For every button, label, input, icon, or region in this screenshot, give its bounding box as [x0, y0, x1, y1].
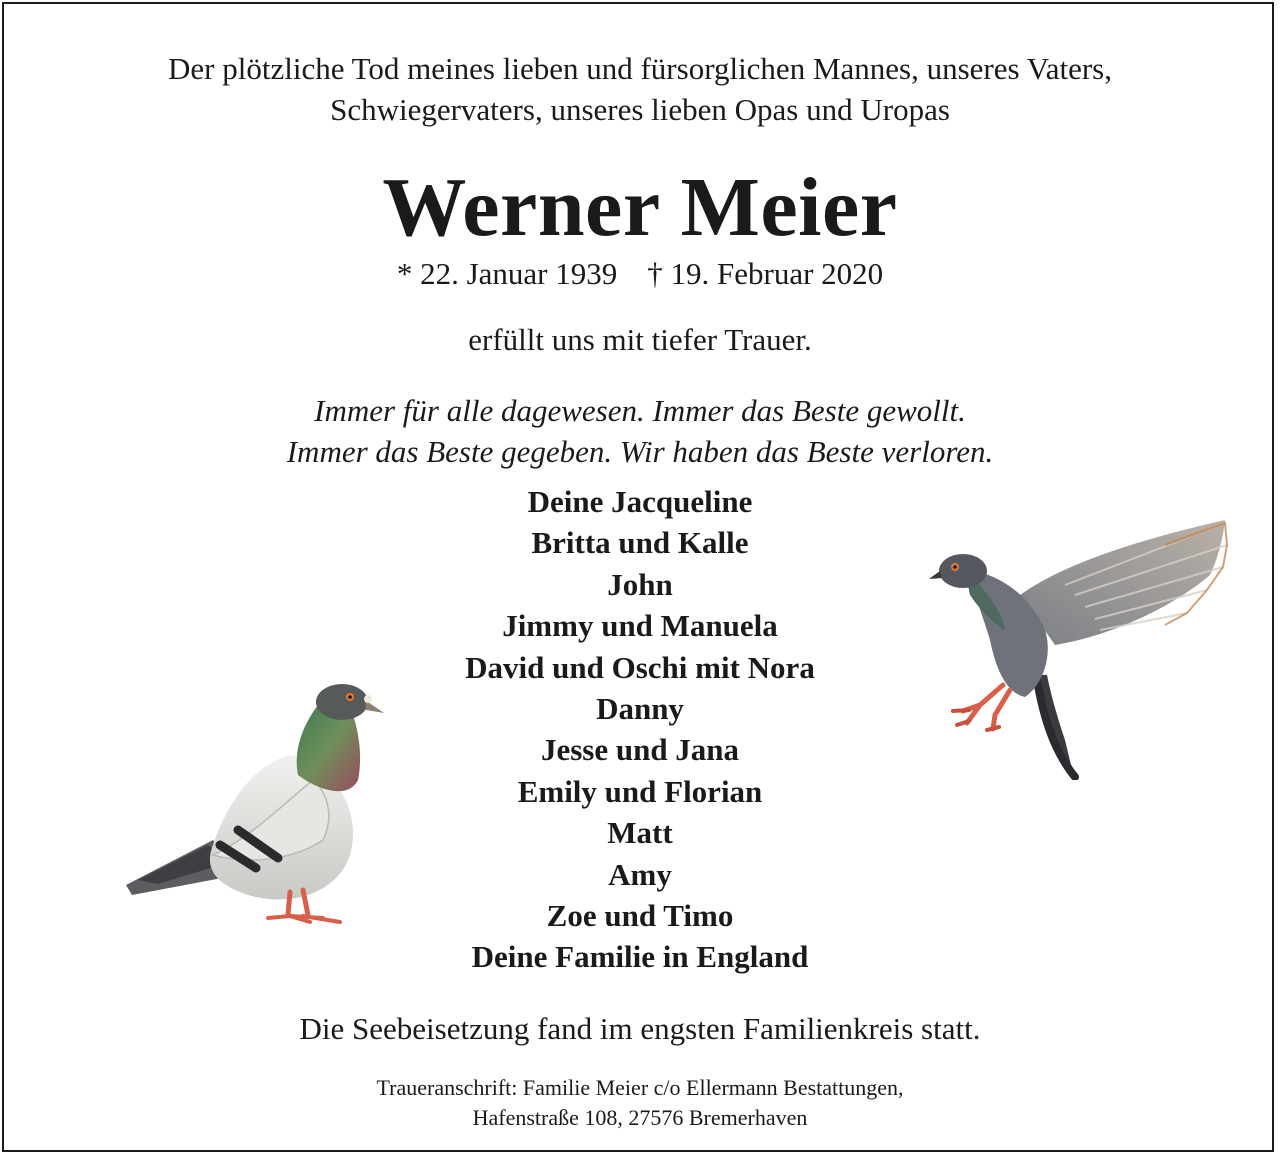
birth-date: * 22. Januar 1939 [396, 256, 618, 291]
deceased-name: Werner Meier [382, 161, 898, 254]
mourner-name: Emily und Florian [517, 773, 763, 809]
quote-line-2: Immer das Beste gegeben. Wir haben das Beste verloren. [286, 434, 994, 469]
mourner-name: Danny [596, 691, 684, 727]
quote-line-1: Immer für alle dagewesen. Immer das Beste gewollt. [314, 393, 966, 428]
mourner-name: Deine Jacqueline [527, 484, 753, 519]
flying-pigeon-icon [925, 515, 1235, 780]
mourner-name: Deine Familie in England [471, 939, 809, 975]
standing-pigeon-icon [118, 680, 393, 940]
intro-line-1: Der plötzliche Tod meines lieben und fürsorglichen Mannes, unseres Vaters, [168, 51, 1112, 86]
intro-line-2: Schwiegervaters, unseres lieben Opas und Uropas [330, 92, 950, 127]
grief-statement: erfüllt uns mit tiefer Trauer. [468, 322, 812, 357]
mourner-name: David und Oschi mit Nora [465, 649, 815, 685]
intro-text [0, 48, 1280, 130]
mourner-name: Zoe und Timo [546, 898, 734, 934]
condolence-address [0, 1073, 1280, 1133]
mourner-name: Jimmy und Manuela [502, 608, 778, 644]
burial-notice: Die Seebeisetzung fand im engsten Familienkreis statt. [299, 1011, 981, 1046]
mourner-name: Matt [607, 815, 673, 851]
address-line-1: Traueranschrift: Familie Meier c/o Ellermann Bestattungen, [376, 1075, 904, 1100]
life-dates [0, 254, 1280, 294]
death-date: † 19. Februar 2020 [647, 256, 884, 291]
address-line-2: Hafenstraße 108, 27576 Bremerhaven [472, 1105, 808, 1130]
mourner-name: Amy [608, 856, 672, 892]
mourner-name: Britta und Kalle [531, 525, 749, 561]
memorial-quote [0, 390, 1280, 472]
mourner-name: Jesse und Jana [540, 732, 740, 768]
mourner-name: John [607, 566, 673, 602]
